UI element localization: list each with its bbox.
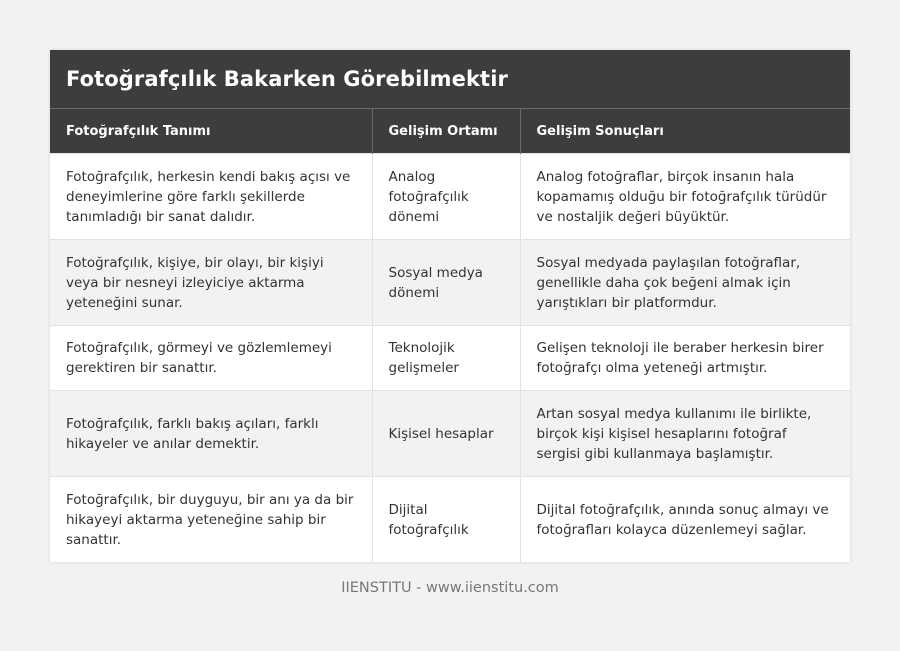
cell-results: Gelişen teknoloji ile beraber herkesin birer fotoğrafçı olma yeteneği artmıştır.	[520, 326, 850, 391]
cell-environment: Analog fotoğrafçılık dönemi	[372, 154, 520, 240]
footer-credit: IIENSTITU - www.iienstitu.com	[341, 580, 559, 596]
table-row	[50, 154, 850, 240]
table-row	[50, 240, 850, 326]
cell-results: Sosyal medyada paylaşılan fotoğraflar, genellikle daha çok beğeni almak için yarıştıkları bir platformdur.	[520, 240, 850, 326]
header-row	[50, 109, 850, 154]
cell-environment: Dijital fotoğrafçılık	[372, 477, 520, 563]
cell-environment: Teknolojik gelişmeler	[372, 326, 520, 391]
cell-definition: Fotoğrafçılık, bir duyguyu, bir anı ya da bir hikayeyi aktarma yeteneğine sahip bir sanattır.	[50, 477, 372, 563]
table-card	[50, 50, 850, 562]
cell-results: Artan sosyal medya kullanımı ile birlikte, birçok kişi kişisel hesaplarını fotoğraf sergisi gibi kullanmaya başlamıştır.	[520, 391, 850, 477]
cell-results: Analog fotoğraflar, birçok insanın hala kopamamış olduğu bir fotoğrafçılık türüdür ve nostaljik değeri büyüktür.	[520, 154, 850, 240]
cell-definition: Fotoğrafçılık, herkesin kendi bakış açısı ve deneyimlerine göre farklı şekillerde tanımladığı bir sanat dalıdır.	[50, 154, 372, 240]
cell-definition: Fotoğrafçılık, kişiye, bir olayı, bir kişiyi veya bir nesneyi izleyiciye aktarma yeteneğini sunar.	[50, 240, 372, 326]
table-row	[50, 391, 850, 477]
data-table	[50, 108, 850, 562]
cell-definition: Fotoğrafçılık, görmeyi ve gözlemlemeyi gerektiren bir sanattır.	[50, 326, 372, 391]
column-header-environment: Gelişim Ortamı	[372, 109, 520, 154]
column-header-results: Gelişim Sonuçları	[520, 109, 850, 154]
cell-results: Dijital fotoğrafçılık, anında sonuç almayı ve fotoğrafları kolayca düzenlemeyi sağlar.	[520, 477, 850, 563]
cell-definition: Fotoğrafçılık, farklı bakış açıları, farklı hikayeler ve anılar demektir.	[50, 391, 372, 477]
column-header-definition: Fotoğrafçılık Tanımı	[50, 109, 372, 154]
table-title: Fotoğrafçılık Bakarken Görebilmektir	[50, 50, 850, 108]
cell-environment: Kişisel hesaplar	[372, 391, 520, 477]
cell-environment: Sosyal medya dönemi	[372, 240, 520, 326]
table-row	[50, 477, 850, 563]
table-row	[50, 326, 850, 391]
